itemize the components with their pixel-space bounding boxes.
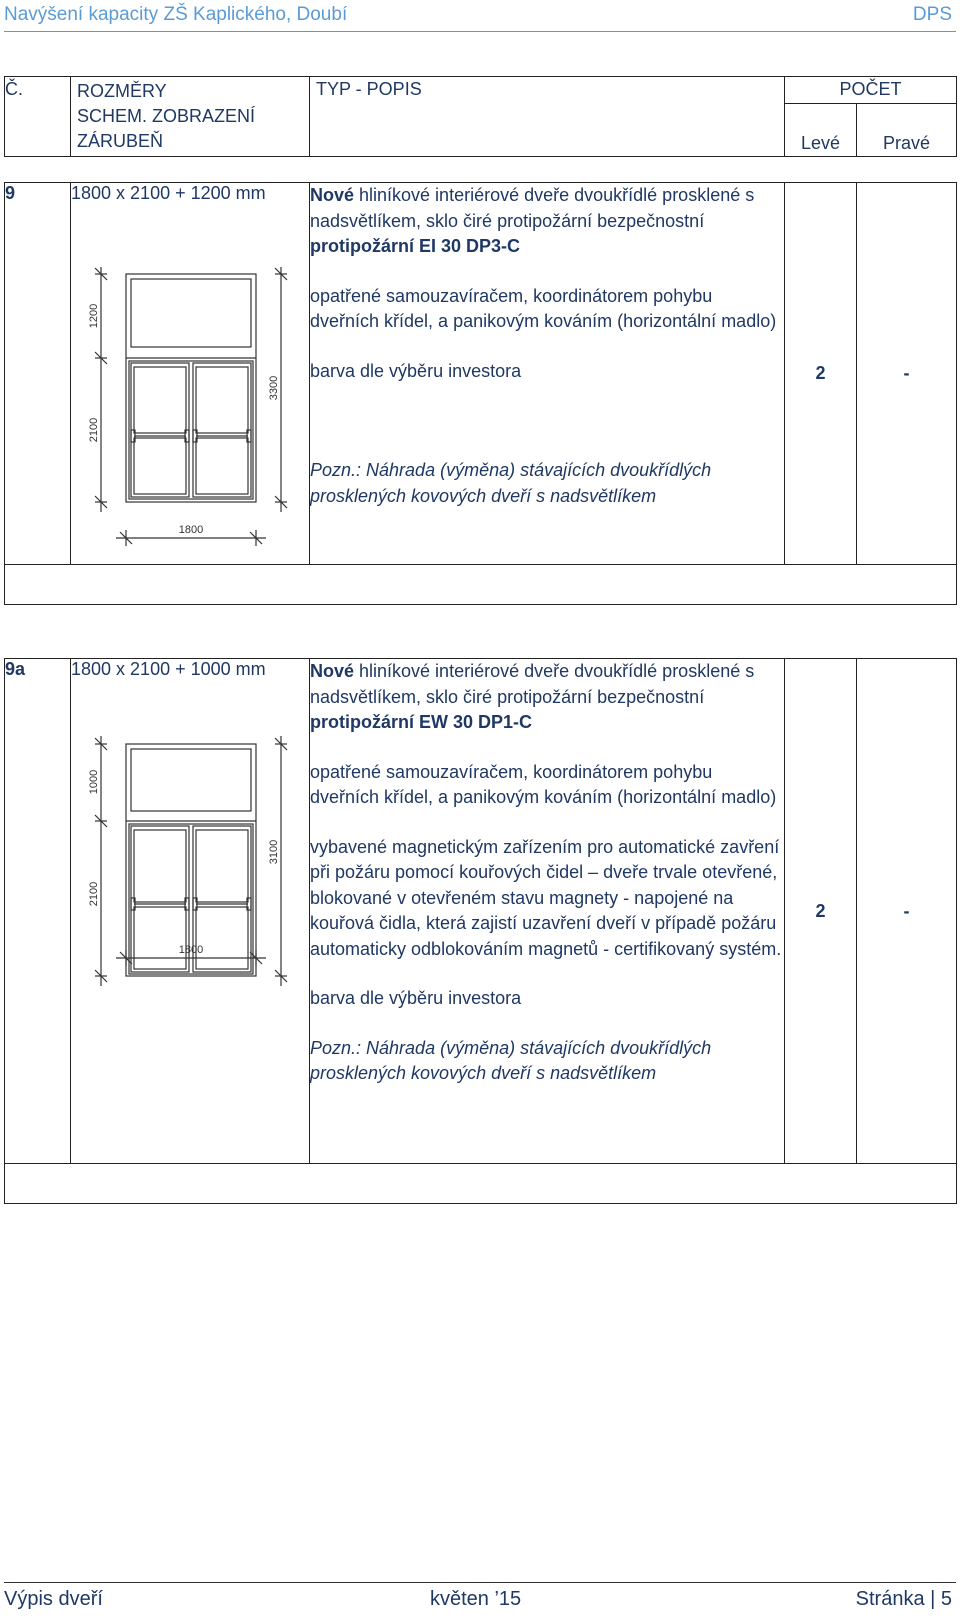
- note-text: Náhrada (výměna) stávajících dvoukřídlých prosklených kovových dveří s nadsvětlíkem: [310, 1037, 712, 1083]
- door-item-9a: [4, 658, 957, 1204]
- desc-hardware: opatřené samouzavíračem, koordinátorem pohybu dveřních křídel, a panikovým kováním (horizontální madlo): [310, 761, 777, 807]
- item-dimensions-cell: [71, 183, 310, 565]
- col-right-header: Pravé: [857, 103, 957, 156]
- count-right: -: [857, 659, 957, 1164]
- door-height-label: 2100: [88, 417, 100, 443]
- fire-rating: protipožární EI 30 DP3-C: [310, 236, 521, 256]
- count-left: 2: [785, 183, 857, 565]
- width-label: 1800: [178, 524, 204, 536]
- desc-color: barva dle výběru investora: [310, 360, 522, 381]
- item-dimensions: 1800 x 2100 + 1200 mm: [71, 183, 266, 203]
- total-height-label: 3100: [268, 839, 280, 865]
- item-description: [310, 659, 785, 1164]
- item-dimensions-cell: [71, 659, 310, 1164]
- item-description: [310, 183, 785, 565]
- col-count-header: POČET: [785, 77, 957, 104]
- count-right: -: [857, 183, 957, 565]
- desc-lead: Nové: [310, 661, 355, 681]
- desc-color: barva dle výběru investora: [310, 988, 522, 1008]
- footer-rule: [4, 1582, 956, 1583]
- empty-row: [5, 1164, 957, 1204]
- header-rule: [4, 31, 956, 32]
- col-no-header: Č.: [5, 77, 71, 157]
- footer-right: Stránka | 5: [855, 1588, 952, 1610]
- col-type-header: TYP - POPIS: [310, 77, 785, 157]
- door-item-9: [4, 182, 957, 605]
- width-label: 1800: [178, 944, 204, 956]
- document-code: DPS: [912, 4, 952, 25]
- desc-hardware: opatřené samouzavíračem, koordinátorem pohybu dveřních křídel, a panikovým kováním (horizontální madlo): [310, 285, 777, 331]
- transom-height-label: 1200: [88, 303, 100, 329]
- empty-row: [5, 565, 957, 605]
- item-dimensions: 1800 x 2100 + 1000 mm: [71, 659, 266, 679]
- door-drawing-9a: [71, 688, 291, 988]
- footer-center: květen ’15: [430, 1588, 522, 1610]
- note-label: Pozn.:: [310, 460, 362, 480]
- door-drawing-9: [71, 212, 291, 536]
- item-number: 9a: [5, 659, 71, 1164]
- transom-height-label: 1000: [88, 769, 100, 795]
- col-left-header: Levé: [785, 103, 857, 156]
- door-height-label: 2100: [88, 881, 100, 907]
- total-height-label: 3300: [268, 375, 280, 401]
- desc-text: hliníkové interiérové dveře dvoukřídlé prosklené s nadsvětlíkem, sklo čiré protipožární bezpečnostní: [310, 661, 755, 707]
- note-text: Náhrada (výměna) stávajících dvoukřídlých prosklených kovových dveří s nadsvětlíkem: [310, 460, 712, 506]
- desc-lead: Nové: [310, 185, 355, 205]
- table-header: [4, 76, 957, 157]
- desc-text: hliníkové interiérové dveře dvoukřídlé prosklené s nadsvětlíkem, sklo čiré protipožární bezpečnostní: [310, 185, 755, 231]
- item-number: 9: [5, 183, 71, 565]
- desc-magnetic: vybavené magnetickým zařízením pro automatické zavření při požáru pomocí kouřových čidel – dveře trvale otevřené, blokované v otevřeném stavu magnety - napojené na kouřová čidla, která zajistí uzavření dveří v případě požáru automaticky odblokováním magnetů - certifikovaný systém.: [310, 836, 782, 959]
- count-left: 2: [785, 659, 857, 1164]
- footer-left: Výpis dveří: [4, 1588, 103, 1610]
- col-dims-header: ROZMĚRY SCHEM. ZOBRAZENÍ ZÁRUBEŇ: [71, 77, 310, 157]
- note-label: Pozn.:: [310, 1037, 362, 1058]
- document-title: Navýšení kapacity ZŠ Kaplického, Doubí: [4, 4, 348, 25]
- fire-rating: protipožární EW 30 DP1-C: [310, 712, 533, 732]
